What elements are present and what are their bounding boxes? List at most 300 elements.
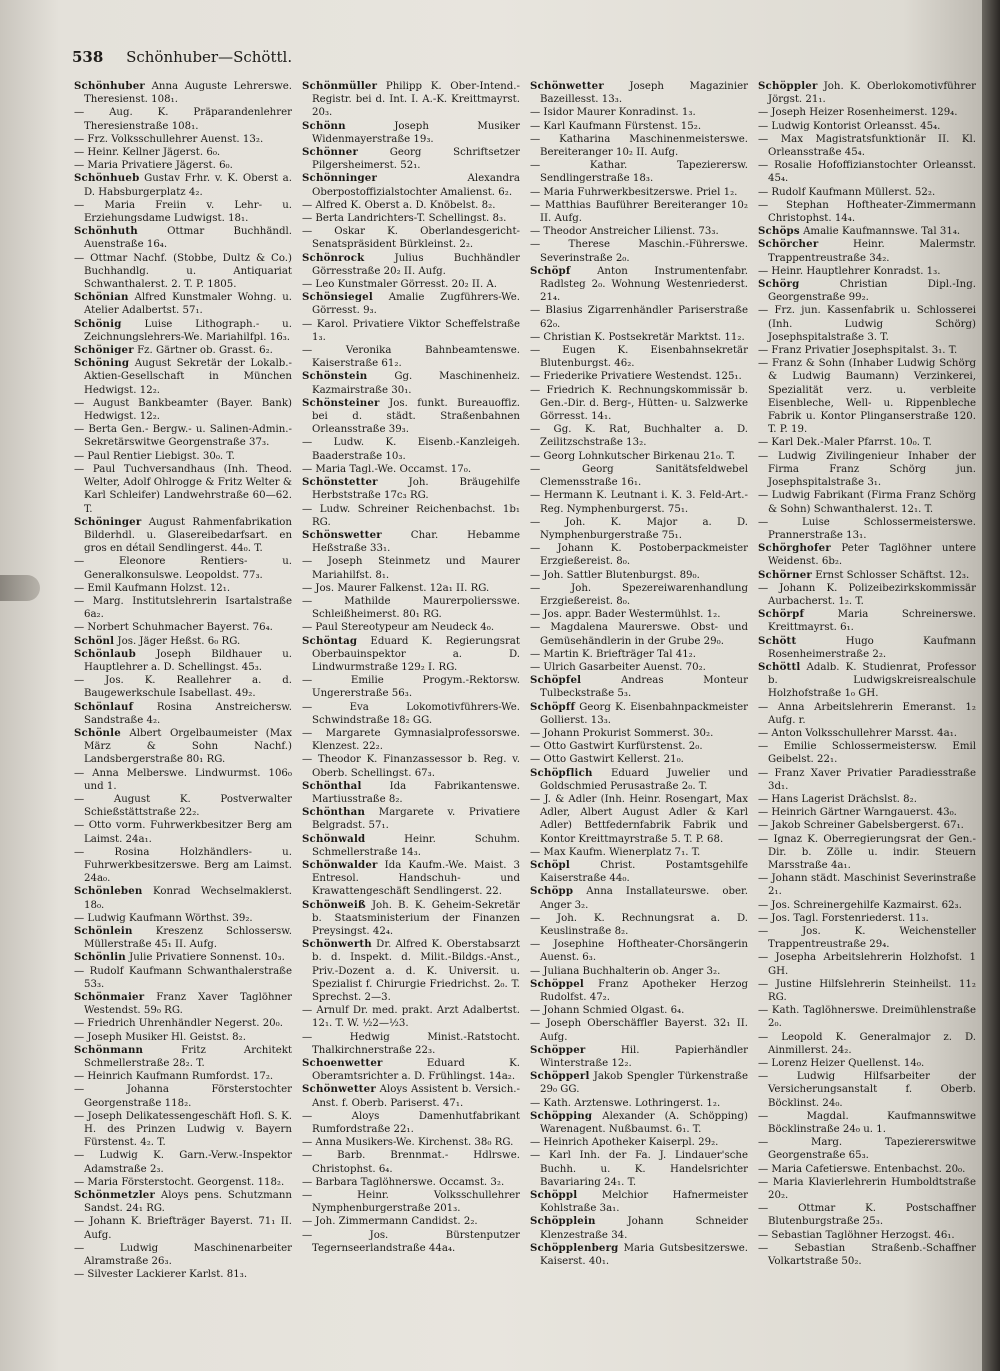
entry-text: — Heinr. Kellner Jägerst. 6₀. xyxy=(74,147,221,159)
entry-text: Joh. B. K. Geheim-Sekretär b. Staatsministerium der Finanzen Preysingst. 42₄. xyxy=(312,899,520,937)
entry-text: — Lorenz Heizer Quellenst. 14₀. xyxy=(758,1058,925,1070)
directory-entry xyxy=(302,199,520,212)
entry-text: — Joseph Delikatessengeschäft Hofl. S. K. H. des Prinzen Ludwig v. Bayern Fürstenst. 4₂. T. xyxy=(74,1110,292,1149)
entry-text: — Rudolf Kaufmann Schwanthalerstraße 53₃. xyxy=(74,965,292,990)
directory-entry xyxy=(302,503,520,529)
directory-entry xyxy=(758,793,976,806)
entry-surname: Schöpping xyxy=(530,1109,593,1122)
entry-text: — Johann K. Briefträger Bayerst. 71₁ II. Aufg. xyxy=(74,1216,292,1241)
directory-entry xyxy=(758,872,976,898)
entry-text: — Rosina Holzhändlers- u. Fuhrwerkbesitzerswe. Berg am Laimst. 24a₀. xyxy=(74,846,292,885)
directory-entry xyxy=(74,912,292,925)
directory-entry xyxy=(302,1229,520,1255)
directory-entry xyxy=(758,516,976,542)
directory-entry xyxy=(74,516,292,556)
entry-surname: Schönlein xyxy=(74,925,133,937)
directory-entry xyxy=(74,727,292,767)
directory-entry xyxy=(302,225,520,251)
entry-text: — Karl Kaufmann Fürstenst. 15₂. xyxy=(530,120,702,132)
entry-text: — Marg. Institutslehrerin Isartalstraße 6a₂. xyxy=(74,595,292,621)
directory-entry xyxy=(758,450,976,490)
directory-entry xyxy=(74,555,292,581)
entry-text: — Blasius Zigarrenhändler Pariserstraße 62₀. xyxy=(530,305,748,330)
entry-surname: Schönsiegel xyxy=(302,291,373,304)
entry-text: — Heinrich Gärtner Warngauerst. 43₀. xyxy=(758,807,957,819)
entry-text: — Margarete Gymnasialprofessorswe. Klenzest. 22₂. xyxy=(302,727,520,753)
directory-entry xyxy=(74,397,292,423)
entry-text: Christ. Postamtsgehilfe Kaiserstraße 44₀. xyxy=(540,859,748,885)
directory-entry xyxy=(74,648,292,674)
directory-entry xyxy=(530,938,748,964)
directory-entry xyxy=(758,740,976,766)
entry-surname: Schönwald xyxy=(302,832,366,845)
directory-entry xyxy=(302,899,520,939)
directory-entry xyxy=(302,252,520,278)
directory-entry xyxy=(758,912,976,925)
column-2 xyxy=(298,80,526,1355)
directory-entry xyxy=(74,1017,292,1030)
directory-entry xyxy=(74,80,292,106)
entry-surname: Schönstein xyxy=(302,370,368,383)
entry-text: Christian Dipl.-Ing. Georgenstraße 99₂. xyxy=(768,279,976,304)
entry-text: — Franz Privatier Josephspitalst. 3₁. T. xyxy=(758,345,958,357)
entry-text: — Mathilde Maurerpoliersswe. Schleißheimerst. 80₁ RG. xyxy=(302,595,520,621)
entry-text: Ernst Schlosser Schäftst. 12₃. xyxy=(815,569,970,581)
directory-entry xyxy=(302,555,520,581)
entry-text: Jos. funkt. Bureauoffiz. bei d. städt. Straßenbahnen Orleansstraße 39₃. xyxy=(312,397,520,436)
entry-text: — August K. Postverwalter Schießstättstraße 22₂. xyxy=(74,793,292,819)
directory-entry xyxy=(758,1031,976,1057)
entry-text: — Johann K. Postoberpackmeister Erzgießereist. 8₀. xyxy=(530,543,748,568)
directory-entry xyxy=(302,146,520,172)
directory-entry xyxy=(302,80,520,120)
entry-text: — Aug. K. Präparandenlehrer Theresienstraße 108₁. xyxy=(74,107,292,132)
directory-entry xyxy=(74,146,292,159)
directory-entry xyxy=(530,265,748,305)
directory-entry xyxy=(530,582,748,608)
entry-text: — Emil Kaufmann Holzst. 12₁. xyxy=(74,582,231,594)
entry-text: — Josephine Hoftheater-Chorsängerin Auenst. 6₃. xyxy=(530,939,748,964)
directory-entry xyxy=(530,621,748,647)
directory-entry xyxy=(302,1189,520,1215)
entry-surname: Schött xyxy=(758,634,797,647)
directory-entry xyxy=(74,1149,292,1175)
directory-entry xyxy=(302,1110,520,1136)
entry-text: — Joh. Sattler Blutenburgst. 89₀. xyxy=(530,569,700,581)
directory-entry xyxy=(74,159,292,172)
directory-entry xyxy=(530,1017,748,1043)
directory-entry xyxy=(758,569,976,582)
entry-text: — Otto vorm. Fuhrwerkbesitzer Berg am Laimst. 24a₁. xyxy=(74,820,292,845)
directory-entry xyxy=(758,1004,976,1030)
entry-text: Amalie Kaufmannswe. Tal 31₄. xyxy=(803,226,961,238)
entry-text: Maria Gutsbesitzerswe. Kaiserst. 40₁. xyxy=(540,1242,748,1268)
directory-entry xyxy=(530,978,748,1004)
directory-entry xyxy=(74,819,292,845)
entry-text: — Christian K. Postsekretär Marktst. 11₂. xyxy=(530,331,745,343)
entry-surname: Schöpplenberg xyxy=(530,1241,619,1254)
directory-entry xyxy=(758,819,976,832)
directory-entry xyxy=(74,767,292,793)
entry-text: — Sebastian Straßenb.-Schaffner Volkartstraße 50₂. xyxy=(758,1242,976,1268)
directory-entry xyxy=(530,304,748,330)
entry-text: — Max Magistratsfunktionär II. Kl. Orleansstraße 45₄. xyxy=(758,133,976,159)
directory-entry xyxy=(302,120,520,146)
entry-surname: Schönmetzler xyxy=(74,1189,156,1202)
entry-text: — Joh. K. Major a. D. Nymphenburgerstraße 75₁. xyxy=(530,516,748,541)
entry-text: — Gg. K. Rat, Buchhalter a. D. Zeilitzschstraße 13₂. xyxy=(530,424,748,449)
entry-surname: Schönwerth xyxy=(302,938,372,951)
directory-entry xyxy=(758,608,976,634)
directory-entry xyxy=(530,370,748,383)
entry-text: — Ottmar Nachf. (Stobbe, Dultz & Co.) Buchhandlg. u. Antiquariat Schwanthalerst. 2. T. P. 1805. xyxy=(74,252,292,291)
entry-text: — Friedrich Uhrenhändler Negerst. 20₀. xyxy=(74,1018,283,1030)
entry-text: — Friedrich K. Rechnungskommissär b. Gen.-Dir. d. Berg-, Hütten- u. Salzwerke Görresst. 14₁. xyxy=(530,384,748,423)
entry-text: — Friederike Privatiere Westendst. 125₁. xyxy=(530,371,742,383)
directory-entry xyxy=(758,357,976,436)
entry-text: — Josepha Arbeitslehrerin Holzhofst. 1 GH. xyxy=(758,952,976,977)
entry-surname: Schoenwetter xyxy=(302,1057,383,1070)
entry-text: — Rosalie Hofoffizianstochter Orleansst. 45₄. xyxy=(758,160,976,185)
directory-entry xyxy=(530,912,748,938)
entry-surname: Schönlaub xyxy=(74,647,136,660)
entry-text: — Hans Lagerist Drächslst. 8₂. xyxy=(758,793,917,805)
directory-entry xyxy=(302,780,520,806)
entry-surname: Schönleben xyxy=(74,885,143,898)
directory-entry xyxy=(758,344,976,357)
entry-text: — Ottmar K. Postschaffner Blutenburgstraße 25₃. xyxy=(758,1203,976,1228)
entry-text: — Magdalena Maurerswe. Obst- und Gemüsehändlerin in der Grube 29₀. xyxy=(530,622,748,647)
entry-text: — Juliana Buchhalterin ob. Anger 3₂. xyxy=(530,965,721,977)
entry-text: Eduard K. Regierungsrat Oberbauinspektor a. D. Lindwurmstraße 129₂ I. RG. xyxy=(312,635,520,673)
entry-surname: Schönsteiner xyxy=(302,396,380,409)
directory-entry xyxy=(74,582,292,595)
directory-entry xyxy=(758,106,976,119)
entry-text: — Matthias Bauführer Bereiteranger 10₂ II. Aufg. xyxy=(530,199,748,225)
entry-text: Joh. K. Oberlokomotivführer Jörgst. 21₁. xyxy=(768,81,976,106)
directory-entry xyxy=(758,199,976,225)
entry-surname: Schöttl xyxy=(758,660,801,673)
entry-text: — Johann Schmied Olgast. 6₄. xyxy=(530,1005,685,1017)
directory-entry xyxy=(530,1070,748,1096)
entry-text: — Ludwig K. Garn.-Verw.-Inspektor Adamstraße 2₃. xyxy=(74,1150,292,1175)
directory-entry xyxy=(74,225,292,251)
directory-entry xyxy=(74,252,292,292)
entry-surname: Schörghofer xyxy=(758,542,831,555)
directory-entry xyxy=(74,595,292,621)
entry-text: Alexander (A. Schöpping) Warenagent. Nußbaumst. 6₁. T. xyxy=(540,1110,748,1136)
entry-text: — Jos. K. Reallehrer a. d. Baugewerkschule Isabellast. 49₂. xyxy=(74,675,292,700)
directory-entry xyxy=(758,1176,976,1202)
directory-entry xyxy=(530,344,748,370)
directory-entry xyxy=(530,885,748,911)
directory-entry xyxy=(530,238,748,264)
directory-entry xyxy=(302,212,520,225)
entry-text: — Karol. Privatiere Viktor Scheffelstraße 1₃. xyxy=(302,318,520,343)
entry-text: — Rudolf Kaufmann Müllerst. 52₂. xyxy=(758,186,936,198)
entry-text: Eduard K. Oberamtsrichter a. D. Frühlingst. 14a₂. xyxy=(312,1058,520,1083)
entry-text: — Joh. K. Rechnungsrat a. D. Keuslinstraße 8₂. xyxy=(530,912,748,937)
directory-entry xyxy=(530,727,748,740)
entry-text: Albert Orgelbaumeister (Max März & Sohn Nachf.) Landsbergerstraße 80₁ RG. xyxy=(84,727,292,766)
directory-entry xyxy=(302,621,520,634)
directory-entry xyxy=(74,199,292,225)
entry-text: Alexandra Oberpostoffizialstochter Amalienst. 6₂. xyxy=(312,173,520,198)
entry-text: — Maria Tagl.-We. Occamst. 17₀. xyxy=(302,463,472,475)
entry-text: — Oskar K. Oberlandesgericht-Senatspräsident Bürkleinst. 2₂. xyxy=(302,226,520,251)
entry-text: — Eugen K. Eisenbahnsekretär Blutenburgst. 46₂. xyxy=(530,345,748,370)
directory-entry xyxy=(530,186,748,199)
entry-text: Andreas Monteur Tulbeckstraße 5₃. xyxy=(540,675,748,700)
directory-entry xyxy=(74,463,292,516)
directory-entry xyxy=(74,106,292,132)
directory-entry xyxy=(74,423,292,449)
entry-text: Fritz Architekt Schmellerstraße 28₂. T. xyxy=(84,1044,292,1070)
directory-entry xyxy=(758,265,976,278)
directory-entry xyxy=(302,701,520,727)
entry-surname: Schönlauf xyxy=(74,700,134,713)
entry-surname: Schöpf xyxy=(530,264,571,277)
entry-text: — Emilie Progym.-Rektorsw. Ungererstraße 56₃. xyxy=(302,675,520,700)
directory-entry xyxy=(74,991,292,1017)
directory-entry xyxy=(302,1176,520,1189)
entry-surname: Schönhueb xyxy=(74,172,140,185)
directory-entry xyxy=(302,674,520,700)
entry-text: — Ludwig Fabrikant (Firma Franz Schörg & Sohn) Schwanthalerst. 12₁. T. xyxy=(758,490,976,515)
entry-text: — Berta Landrichters-T. Schellingst. 8₃. xyxy=(302,213,507,225)
entry-text: — Joseph Steinmetz und Maurer Mariahilfst. 8₁. xyxy=(302,556,520,581)
entry-text: — Arnulf Dr. med. prakt. Arzt Adalbertst. 12₁. T. W. ½2—½3. xyxy=(302,1005,520,1030)
entry-text: — Joh. Spezereiwarenhandlung Erzgießereist. 8₀. xyxy=(530,582,748,607)
entry-text: — Ludw. Schreiner Reichenbachst. 1b₁ RG. xyxy=(302,503,520,528)
entry-surname: Schönhuber xyxy=(74,80,145,92)
directory-entry xyxy=(758,582,976,608)
directory-entry xyxy=(758,278,976,304)
entry-text: Adalb. K. Studienrat, Professor b. Ludwigskreisrealschule Holzhofstraße 1₀ GH. xyxy=(768,661,976,700)
entry-text: — Jos. Bürstenputzer Tegernseerlandstraße 44a₄. xyxy=(302,1229,520,1254)
entry-text: Gg. Maschinenheiz. Kazmairstraße 30₁. xyxy=(312,371,520,396)
entry-surname: Schönwalder xyxy=(302,858,378,871)
directory-entry xyxy=(530,859,748,885)
entry-surname: Schönlin xyxy=(74,951,126,964)
directory-entry xyxy=(758,304,976,344)
entry-text: Anna Installateurswe. ober. Anger 3₂. xyxy=(540,886,748,911)
directory-entry xyxy=(74,793,292,819)
entry-text: — Ignaz K. Oberregierungsrat der Gen.-Dir. b. Zölle u. indir. Steuern Marsstraße 4a₁. xyxy=(758,833,976,871)
directory-entry xyxy=(302,1215,520,1228)
directory-entry xyxy=(302,806,520,832)
entry-text: — Eva Lokomotivführers-We. Schwindstraße 18₂ GG. xyxy=(302,701,520,726)
entry-text: August Rahmenfabrikation Bilderhdl. u. Glasereibedarfsart. en gros en détail Sendlingerst. 44₀. T. xyxy=(84,516,292,555)
entry-text: — Jos. Schreinergehilfe Kazmairst. 62₃. xyxy=(758,899,962,911)
entry-text: — Stephan Hoftheater-Zimmermann Christophst. 14₄. xyxy=(758,199,976,225)
directory-entry xyxy=(758,120,976,133)
directory-entry xyxy=(758,238,976,264)
directory-columns xyxy=(70,80,982,1355)
entry-text: — Otto Gastwirt Kellerst. 21₀. xyxy=(530,754,684,766)
entry-text: Julius Buchhändler Görresstraße 20₂ II. Aufg. xyxy=(312,252,520,277)
directory-entry xyxy=(530,753,748,766)
entry-surname: Schöpfel xyxy=(530,674,582,687)
entry-surname: Schönthan xyxy=(302,806,366,819)
entry-surname: Schöppler xyxy=(758,80,818,92)
entry-text: — J. & Adler (Inh. Heinr. Rosengart, Max Adler, Albert August Adler & Karl Adler) Bettfedernfabrik Fabrik und Kontor Kreittmayrstraße 5. T. P. 68. xyxy=(530,793,748,845)
directory-entry xyxy=(758,925,976,951)
directory-entry xyxy=(758,767,976,793)
directory-entry xyxy=(302,344,520,370)
directory-entry xyxy=(74,846,292,886)
entry-text: Hugo Kaufmann Rosenheimerstraße 2₂. xyxy=(768,635,976,660)
entry-surname: Schönweiß xyxy=(302,898,366,911)
entry-surname: Schöppl xyxy=(530,1189,578,1202)
entry-text: — Heinrich Kaufmann Rumfordst. 17₂. xyxy=(74,1071,274,1083)
entry-surname: Schönstetter xyxy=(302,476,378,489)
entry-text: Joseph Musiker Widenmayerstraße 19₃. xyxy=(312,120,520,145)
entry-text: — Georg Lohnkutscher Birkenau 21₀. T. xyxy=(530,450,736,462)
entry-text: Georg K. Eisenbahnpackmeister Gollierst. 13₃. xyxy=(540,701,748,726)
directory-entry xyxy=(530,133,748,159)
entry-text: Alfred Kunstmaler Wohng. u. Atelier Adalbertst. 57₁. xyxy=(84,292,292,317)
directory-entry xyxy=(758,635,976,661)
entry-text: Anna Auguste Lehrerswe. Theresienst. 108₁. xyxy=(84,81,292,106)
entry-text: Ottmar Buchhändl. Auenstraße 16₄. xyxy=(84,226,292,251)
entry-text: Margarete v. Privatiere Belgradst. 57₁. xyxy=(312,807,520,832)
directory-entry xyxy=(530,740,748,753)
directory-entry xyxy=(302,727,520,753)
entry-surname: Schörcher xyxy=(758,238,819,251)
entry-text: — Joh. Zimmermann Candidst. 2₂. xyxy=(302,1216,478,1228)
directory-entry xyxy=(302,278,520,291)
directory-entry xyxy=(758,1242,976,1268)
entry-text: — Martin K. Briefträger Tal 41₂. xyxy=(530,648,697,660)
directory-entry xyxy=(74,1215,292,1241)
entry-text: — Luise Schlossermeisterswe. Prannerstraße 13₁. xyxy=(758,516,976,541)
entry-text: — Johann Prokurist Sommerst. 30₂. xyxy=(530,727,714,739)
entry-text: Aloys Assistent b. Versich.-Anst. f. Oberb. Pariserst. 47₁. xyxy=(312,1084,520,1109)
directory-entry xyxy=(302,291,520,317)
entry-text: — Silvester Lackierer Karlst. 81₃. xyxy=(74,1269,248,1281)
directory-entry xyxy=(758,133,976,159)
entry-surname: Schönninger xyxy=(302,172,378,185)
directory-entry xyxy=(530,542,748,568)
directory-entry xyxy=(530,120,748,133)
directory-entry xyxy=(530,1044,748,1070)
entry-text: — Norbert Schuhmacher Bayerst. 76₄. xyxy=(74,622,273,634)
directory-entry xyxy=(530,1110,748,1136)
directory-entry xyxy=(530,463,748,489)
entry-text: — Joseph Musiker Hl. Geistst. 8₂. xyxy=(74,1031,246,1043)
directory-entry xyxy=(530,80,748,106)
directory-entry xyxy=(530,489,748,515)
directory-entry xyxy=(74,1176,292,1189)
entry-text: Julie Privatiere Sonnenst. 10₃. xyxy=(129,952,285,964)
directory-entry xyxy=(530,450,748,463)
entry-text: — Heinrich Apotheker Kaiserpl. 29₂. xyxy=(530,1137,719,1149)
directory-entry xyxy=(758,661,976,701)
entry-surname: Schöppel xyxy=(530,977,584,990)
page-header xyxy=(72,48,942,72)
directory-entry xyxy=(530,1215,748,1241)
entry-surname: Schönian xyxy=(74,291,129,304)
entry-text: Joseph Bildhauer u. Hauptlehrer a. D. Schellingst. 45₃. xyxy=(84,648,292,673)
entry-text: Rosina Anstreichersw. Sandstraße 4₂. xyxy=(84,701,292,726)
directory-entry xyxy=(302,595,520,621)
directory-entry xyxy=(302,318,520,344)
entry-surname: Schönner xyxy=(302,146,359,159)
directory-entry xyxy=(74,965,292,991)
entry-text: — Paul Rentier Liebigst. 30₀. T. xyxy=(74,450,235,462)
directory-entry xyxy=(74,133,292,146)
directory-entry xyxy=(758,159,976,185)
entry-text: — Franz Xaver Privatier Paradiesstraße 3d₁. xyxy=(758,767,976,792)
entry-surname: Schönswetter xyxy=(302,528,382,541)
directory-entry xyxy=(530,674,748,700)
entry-text: Philipp K. Ober-Intend.-Registr. bei d. Int. I. A.-K. Kreittmayrst. 20₃. xyxy=(312,81,520,119)
directory-entry xyxy=(302,635,520,675)
entry-surname: Schöps xyxy=(758,225,800,238)
directory-entry xyxy=(530,1242,748,1268)
directory-entry xyxy=(530,225,748,238)
directory-entry xyxy=(758,436,976,449)
directory-entry xyxy=(74,621,292,634)
entry-surname: Schönmann xyxy=(74,1043,144,1056)
entry-text: Melchior Hafnermeister Kohlstraße 3a₁. xyxy=(540,1190,748,1215)
entry-text: Heinr. Malermstr. Trappentreustraße 34₂. xyxy=(768,239,976,264)
entry-text: Franz Xaver Taglöhner Westendst. 59₀ RG. xyxy=(84,992,292,1017)
directory-entry xyxy=(530,331,748,344)
directory-entry xyxy=(530,1136,748,1149)
directory-entry xyxy=(758,951,976,977)
entry-surname: Schönn xyxy=(302,119,346,132)
directory-entry xyxy=(74,1242,292,1268)
entry-surname: Schöpper xyxy=(530,1043,586,1056)
entry-text: — Ludwig Kontorist Orleansst. 45₄. xyxy=(758,120,941,132)
entry-text: — Justine Hilfslehrerin Steinheilst. 11₂ RG. xyxy=(758,978,976,1004)
directory-entry xyxy=(302,172,520,198)
entry-text: Luise Lithograph.- u. Zeichnungslehrers-We. Mariahilfpl. 16₃. xyxy=(84,318,292,343)
entry-text: — Jos. appr. Bader Westermühlst. 1₂. xyxy=(530,609,721,621)
entry-surname: Schöniger xyxy=(74,344,134,357)
directory-entry xyxy=(758,80,976,106)
directory-entry xyxy=(530,423,748,449)
entry-text: — Franz & Sohn (Inhaber Ludwig Schörg & Ludwig Baumann) Verzinkerei, Spezialität verz. u. verbleite Eisenbleche, Well- u. Rippenbleche Fabrik u. Kontor Plinganserstraße 120. T. P. 19. xyxy=(758,358,976,436)
entry-text: — Theodor K. Finanzassessor b. Reg. v. Oberb. Schellingst. 67₃. xyxy=(302,754,520,779)
entry-text: Franz Apotheker Herzog Rudolfst. 47₂. xyxy=(540,978,748,1004)
directory-entry xyxy=(530,159,748,185)
entry-text: Ida Fabrikantenswe. Martiusstraße 8₂. xyxy=(312,780,520,805)
entry-text: — Max Kaufm. Wienerplatz 7₁. T. xyxy=(530,846,701,858)
directory-entry xyxy=(302,370,520,396)
entry-text: — Eleonore Rentiers- u. Generalkonsulswe. Leopoldst. 77₃. xyxy=(74,556,292,581)
directory-entry xyxy=(74,1031,292,1044)
directory-entry xyxy=(530,516,748,542)
directory-entry xyxy=(530,1189,748,1215)
directory-entry xyxy=(530,1004,748,1017)
entry-text: Heinr. Schuhm. Schmellerstraße 14₃. xyxy=(312,833,520,858)
entry-text: — Jos. Tagl. Forstenriederst. 11₃. xyxy=(758,912,929,924)
entry-text: — Aloys Damenhutfabrikant Rumfordstraße 22₁. xyxy=(302,1110,520,1136)
entry-surname: Schöpff xyxy=(530,700,576,713)
entry-text: — Theodor Anstreicher Lilienst. 73₃. xyxy=(530,226,719,238)
page-number: 538 xyxy=(72,48,104,66)
directory-entry xyxy=(74,1268,292,1281)
directory-entry xyxy=(302,859,520,899)
entry-text: — Anna Melberswe. Lindwurmst. 106₀ und 1. xyxy=(74,767,292,792)
entry-text: — Kathar. Tapezierersw. Sendlingerstraße 18₃. xyxy=(530,160,748,185)
directory-entry xyxy=(74,951,292,964)
entry-surname: Schöninger xyxy=(74,515,142,528)
entry-text: — August Bankbeamter (Bayer. Bank) Hedwigst. 12₂. xyxy=(74,397,292,423)
